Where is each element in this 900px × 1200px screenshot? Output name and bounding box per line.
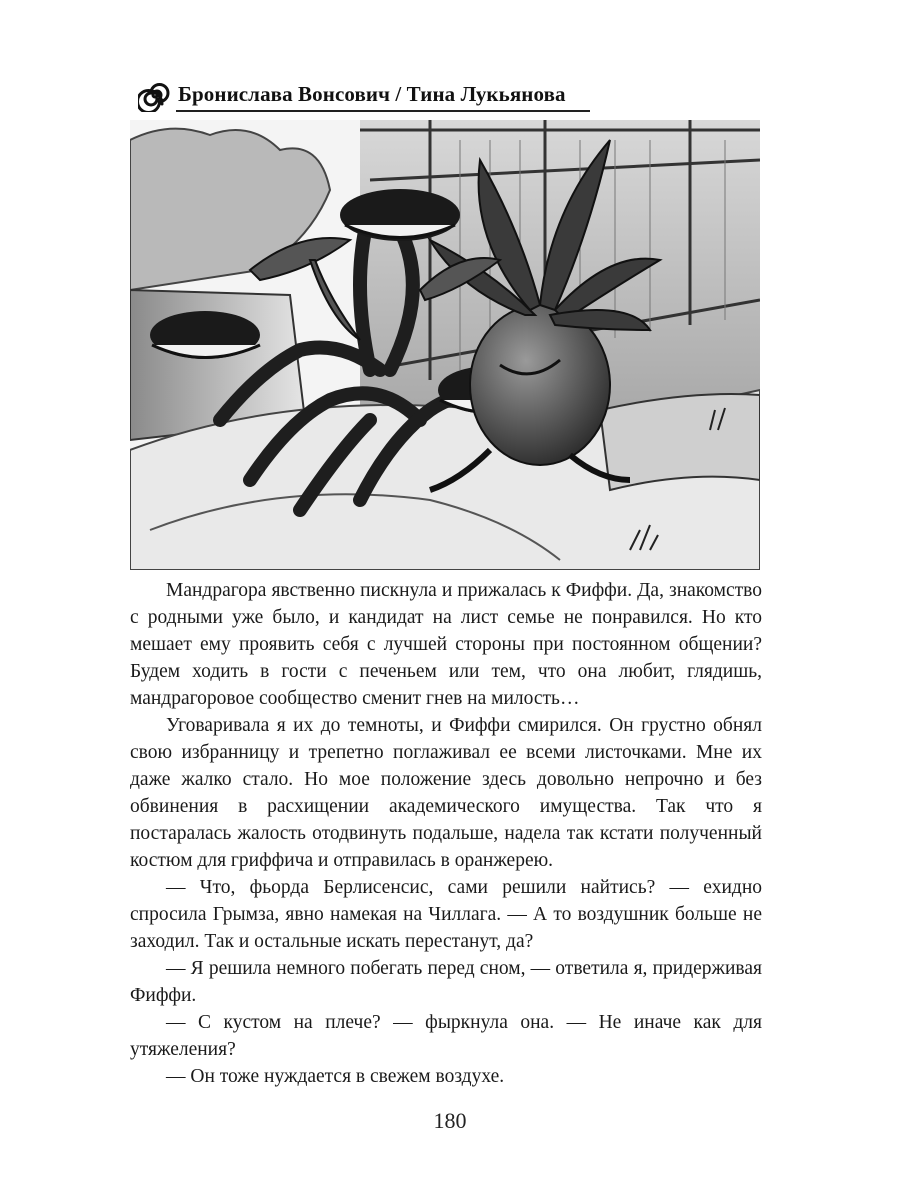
paragraph: — Я решила немного побегать перед сном, — ответила я, придерживая Фиффи.	[130, 958, 762, 1006]
page-number: 180	[433, 1108, 467, 1133]
mandragora-and-carnivorous-plant-illustration	[130, 120, 760, 570]
body-text	[130, 577, 762, 1090]
chapter-illustration	[130, 120, 760, 570]
spiral-icon	[138, 78, 172, 112]
paragraph: — Он тоже нуждается в свежем воздухе.	[166, 1066, 505, 1087]
header-rule	[176, 110, 590, 112]
running-header	[138, 78, 590, 114]
book-authors: Бронислава Вонсович / Тина Лукьянова	[178, 82, 566, 106]
paragraph: Уговаривала я их до темноты, и Фиффи смирился. Он грустно обнял свою избранницу и трепетно поглаживал ее всеми листочками. Мне их даже жалко стало. Но мое положение здесь довольно непрочно и без обвинения в расхищении академического имущества. Так что я постаралась жалость отодвинуть подальше, надела так кстати полученный костюм для гриффича и отправилась в оранжерею.	[130, 715, 762, 871]
paragraph: — С кустом на плече? — фыркнула она. — Не иначе как для утяжеления?	[130, 1012, 762, 1060]
paragraph: Мандрагора явственно пискнула и прижалась к Фиффи. Да, знакомство с родными уже было, и кандидат на лист семье не понравился. Но кто мешает ему проявить себя с лучшей стороны при постоянном общении? Будем ходить в гости с печеньем или тем, что она любит, глядишь, мандрагоровое сообщество сменит гнев на милость…	[130, 580, 762, 709]
paragraph: — Что, фьорда Берлисенсис, сами решили найтись? — ехидно спросила Грымза, явно намекая на Чиллага. — А то воздушник больше не заходил. Так и остальные искать перестанут, да?	[130, 877, 762, 952]
